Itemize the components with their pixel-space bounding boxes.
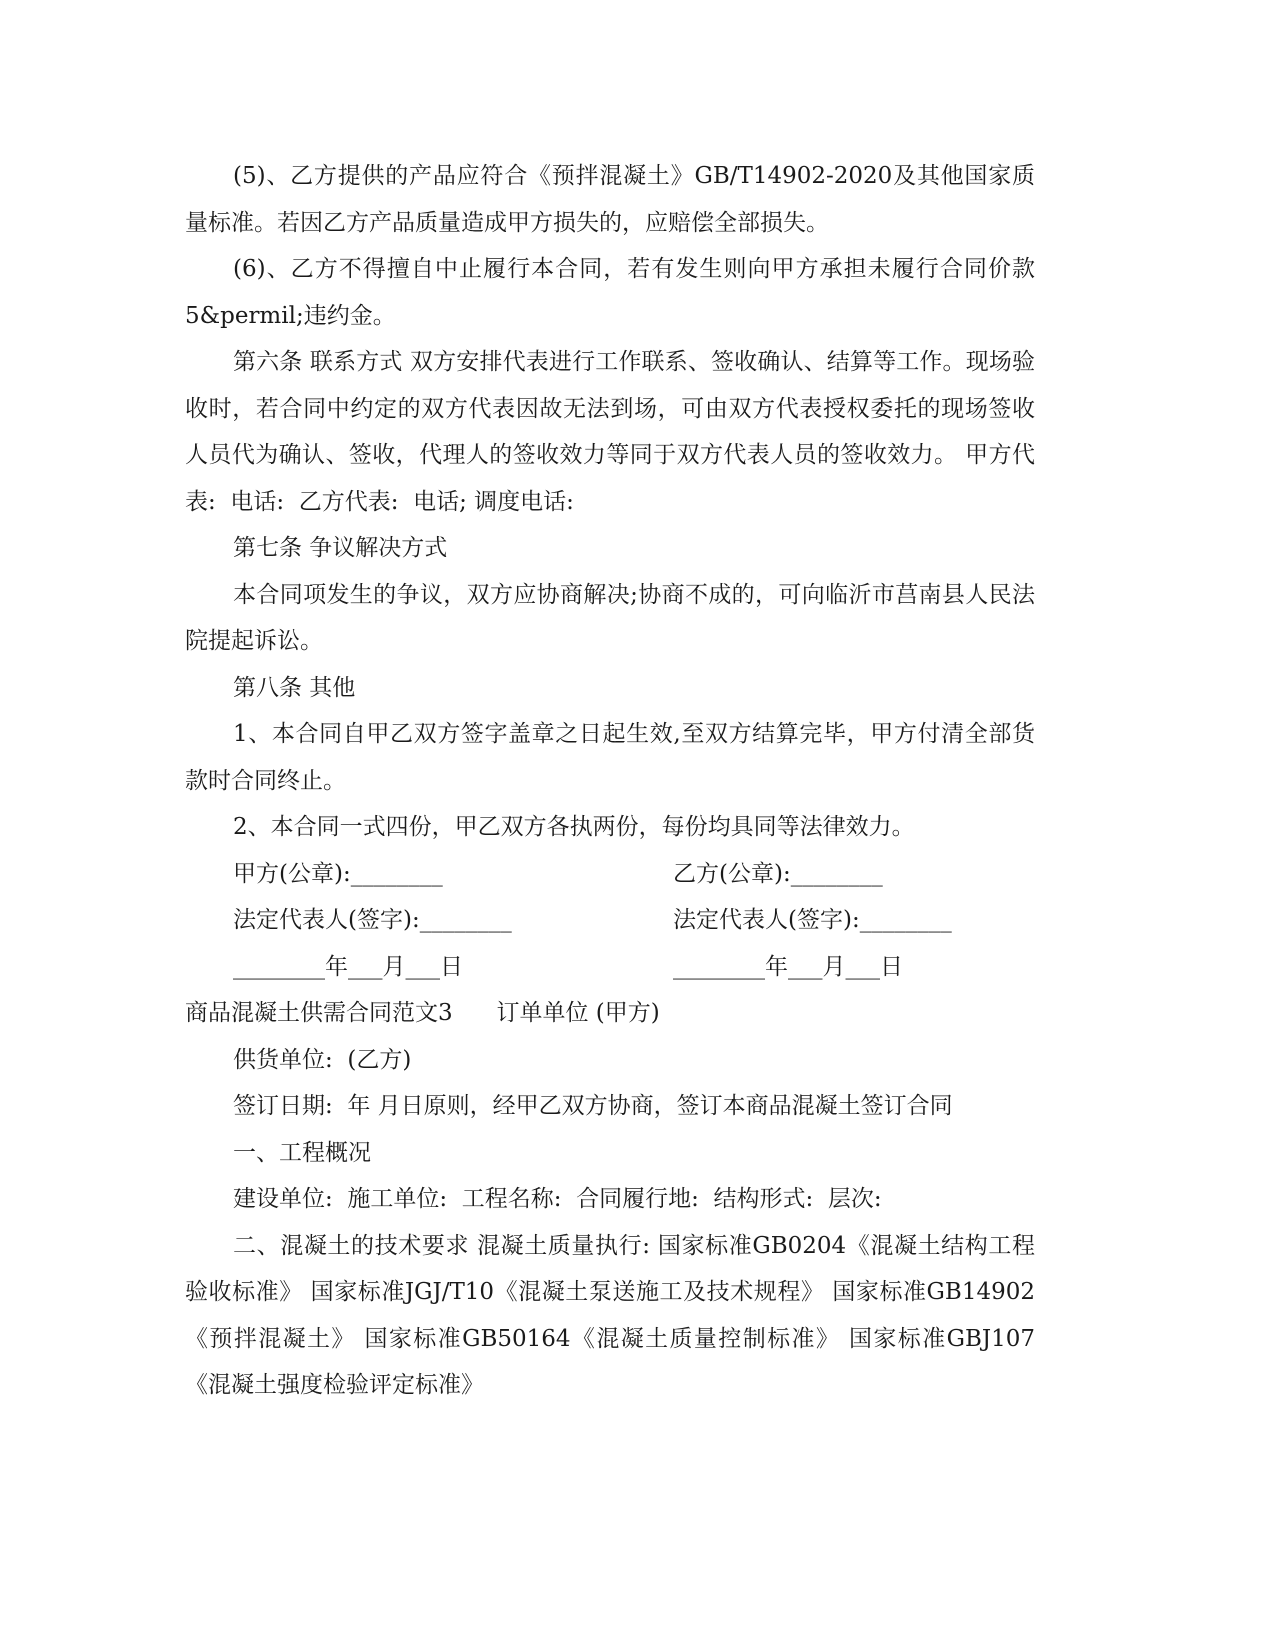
- article-7-title: 第七条 争议解决方式: [233, 535, 448, 561]
- contract-3-heading: 商品混凝土供需合同范文3 订单单位 (甲方): [185, 1000, 660, 1026]
- clause-5-paragraph: (5)、乙方提供的产品应符合《预拌混凝土》GB/T14902-2020及其他国家质量标准。若因乙方产品质量造成甲方损失的，应赔偿全部损失。: [185, 163, 1035, 236]
- sign-date-line: 签订日期: 年 月日原则，经甲乙双方协商，签订本商品混凝土签订合同: [233, 1093, 953, 1119]
- signature-representative-row: [185, 897, 1035, 944]
- signature-seal-row: [185, 851, 1035, 898]
- party-b-representative-field: 法定代表人(签字):________: [673, 907, 952, 933]
- article-8-item-1: 1、本合同自甲乙双方签字盖章之日起生效,至双方结算完毕，甲方付清全部货款时合同终止。: [185, 721, 1035, 794]
- party-a-representative-field: 法定代表人(签字):________: [233, 907, 512, 933]
- article-7-body: 本合同项发生的争议，双方应协商解决;协商不成的，可向临沂市莒南县人民法院提起诉讼。: [185, 581, 1035, 654]
- article-8-item-2: 2、本合同一式四份，甲乙双方各执两份，每份均具同等法律效力。: [233, 814, 915, 840]
- document-page: [185, 153, 1035, 1409]
- party-a-date-field: ________年___月___日: [233, 953, 463, 980]
- clause-6-paragraph: (6)、乙方不得擅自中止履行本合同，若有发生则向甲方承担未履行合同价款5&permil;违约金。: [185, 256, 1035, 329]
- section-1-fields: 建设单位: 施工单位: 工程名称: 合同履行地: 结构形式: 层次:: [233, 1186, 882, 1212]
- article-6-contact-paragraph: 第六条 联系方式 双方安排代表进行工作联系、签收确认、结算等工作。现场验收时，若合同中约定的双方代表因故无法到场，可由双方代表授权委托的现场签收人员代为确认、签收，代理人的签收效力等同于双方代表人员的签收效力。 甲方代表: 电话: 乙方代表: 电话; 调度电话:: [185, 349, 1035, 515]
- party-a-seal-field: 甲方(公章):________: [233, 860, 443, 887]
- signature-date-row: [185, 944, 1035, 991]
- supplier-line: 供货单位: (乙方): [233, 1046, 412, 1073]
- party-b-seal-field: 乙方(公章):________: [673, 860, 883, 887]
- section-2-technical-requirements: 二、混凝土的技术要求 混凝土质量执行: 国家标准GB0204《混凝土结构工程验收标准》 国家标准JGJ/T10《混凝土泵送施工及技术规程》 国家标准GB14902《预拌混凝土》 国家标准GB50164《混凝土质量控制标准》 国家标准GBJ107《混凝土强度检验评定标准》: [185, 1232, 1035, 1398]
- article-8-title: 第八条 其他: [233, 674, 356, 701]
- section-1-title: 一、工程概况: [233, 1139, 371, 1166]
- party-b-date-field: ________年___月___日: [673, 953, 903, 980]
